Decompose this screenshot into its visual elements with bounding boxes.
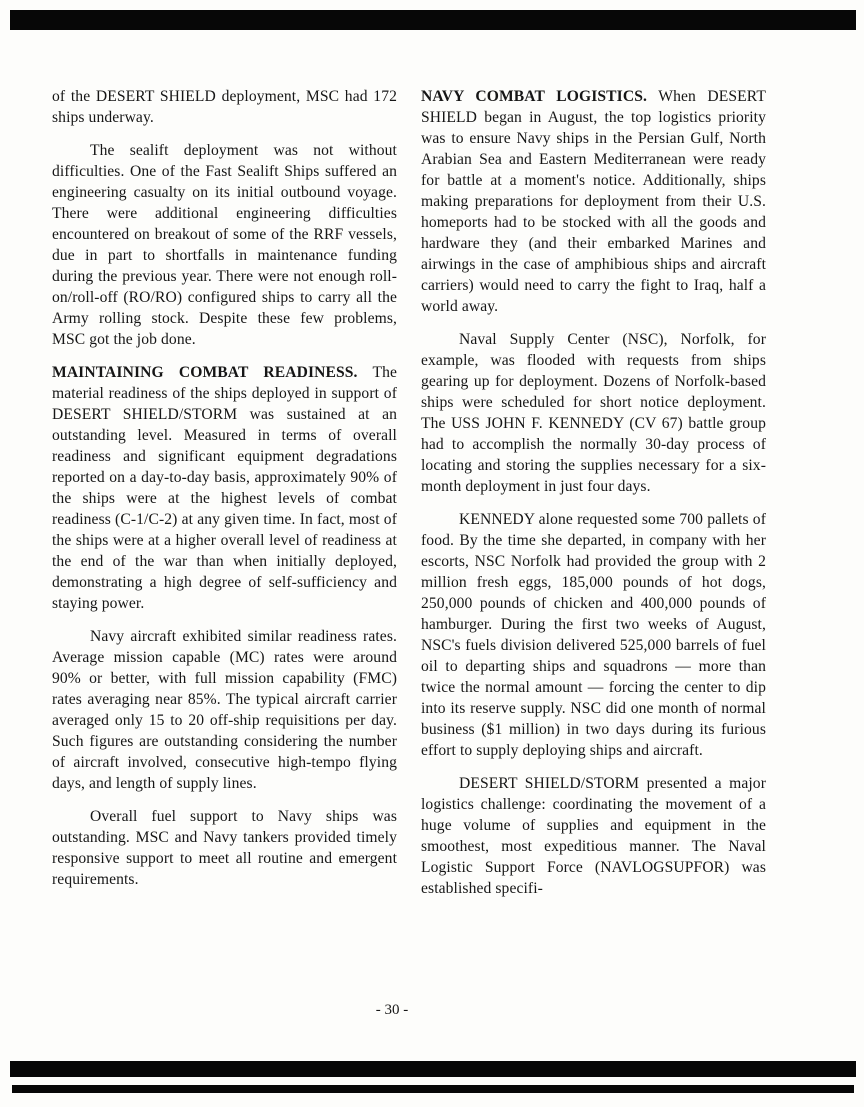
paragraph: Navy aircraft exhibited similar readiness rates. Average mission capable (MC) rates were around 90% or better, with full mission capability (FMC) rates averaging near 85%. The typical aircraft carrier averaged only 15 to 20 off-ship requisitions per day. Such figures are outstanding considering the number of aircraft involved, consecutive high-tempo flying days, and length of supply lines.: [52, 628, 397, 792]
right-column: [421, 86, 766, 911]
left-column: [52, 86, 397, 911]
paragraph: [421, 86, 766, 317]
paragraph-text: The material readiness of the ships deployed in support of DESERT SHIELD/STORM was sustained at an outstanding level. Measured in terms of overall readiness and significant equipment degradations reported on a day-to-day basis, approximately 90% of the ships were at the highest levels of combat readiness (C-1/C-2) at any given time. In fact, most of the ships were at a higher overall level of readiness at the end of the war than when initially deployed, demonstrating a high degree of self-sufficiency and staying power.: [52, 364, 397, 612]
page-number: - 30 -: [375, 1002, 409, 1018]
text-columns: [52, 86, 766, 911]
paragraph: The sealift deployment was not without difficulties. One of the Fast Sealift Ships suffered an engineering casualty on its initial outbound voyage. There were additional engineering difficulties encountered on breakout of some of the RRF vessels, due in part to shortfalls in maintenance funding during the previous year. There were not enough roll-on/roll-off (RO/RO) configured ships to carry all the Army rolling stock. Despite these few problems, MSC got the job done.: [52, 142, 397, 348]
section-heading: NAVY COMBAT LOGISTICS.: [421, 88, 647, 105]
bottom-rule-primary: [10, 1061, 856, 1077]
paragraph: of the DESERT SHIELD deployment, MSC had 172 ships underway.: [52, 88, 397, 126]
top-rule: [10, 10, 856, 30]
bottom-rule-secondary: [12, 1085, 854, 1093]
section-heading: MAINTAINING COMBAT READINESS.: [52, 364, 358, 381]
paragraph: DESERT SHIELD/STORM presented a major logistics challenge: coordinating the movement of a huge volume of supplies and equipment in the smoothest, most expeditious manner. The Naval Logistic Support Force (NAVLOGSUPFOR) was established specifi-: [421, 775, 766, 897]
paragraph: Overall fuel support to Navy ships was outstanding. MSC and Navy tankers provided timely responsive support to meet all routine and emergent requirements.: [52, 808, 397, 888]
paragraph: Naval Supply Center (NSC), Norfolk, for example, was flooded with requests from ships gearing up for deployment. Dozens of Norfolk-based ships were scheduled for short notice deployment. The USS JOHN F. KENNEDY (CV 67) battle group had to accomplish the normally 30-day process of locating and storing the supplies necessary for a six-month deployment in just four days.: [421, 331, 766, 495]
paragraph-text: When DESERT SHIELD began in August, the top logistics priority was to ensure Navy ships in the Persian Gulf, North Arabian Sea and Eastern Mediterranean were ready for battle at a moment's notice. Additionally, ships making preparations for deployment from their U.S. homeports had to be stocked with all the goods and hardware they (and their embarked Marines and airwings in the case of amphibious ships and aircraft carriers) would need to carry the fight to Iraq, half a world away.: [421, 88, 766, 315]
paragraph: [52, 362, 397, 614]
paragraph: KENNEDY alone requested some 700 pallets of food. By the time she departed, in company with her escorts, NSC Norfolk had provided the group with 2 million fresh eggs, 185,000 pounds of hot dogs, 250,000 pounds of chicken and 400,000 pounds of hamburger. During the first two weeks of August, NSC's fuels division delivered 525,000 barrels of fuel oil to departing ships and squadrons — more than twice the normal amount — forcing the center to dip into its reserve supply. NSC did one month of normal business ($1 million) in two days during its furious effort to supply deploying ships and aircraft.: [421, 511, 766, 759]
